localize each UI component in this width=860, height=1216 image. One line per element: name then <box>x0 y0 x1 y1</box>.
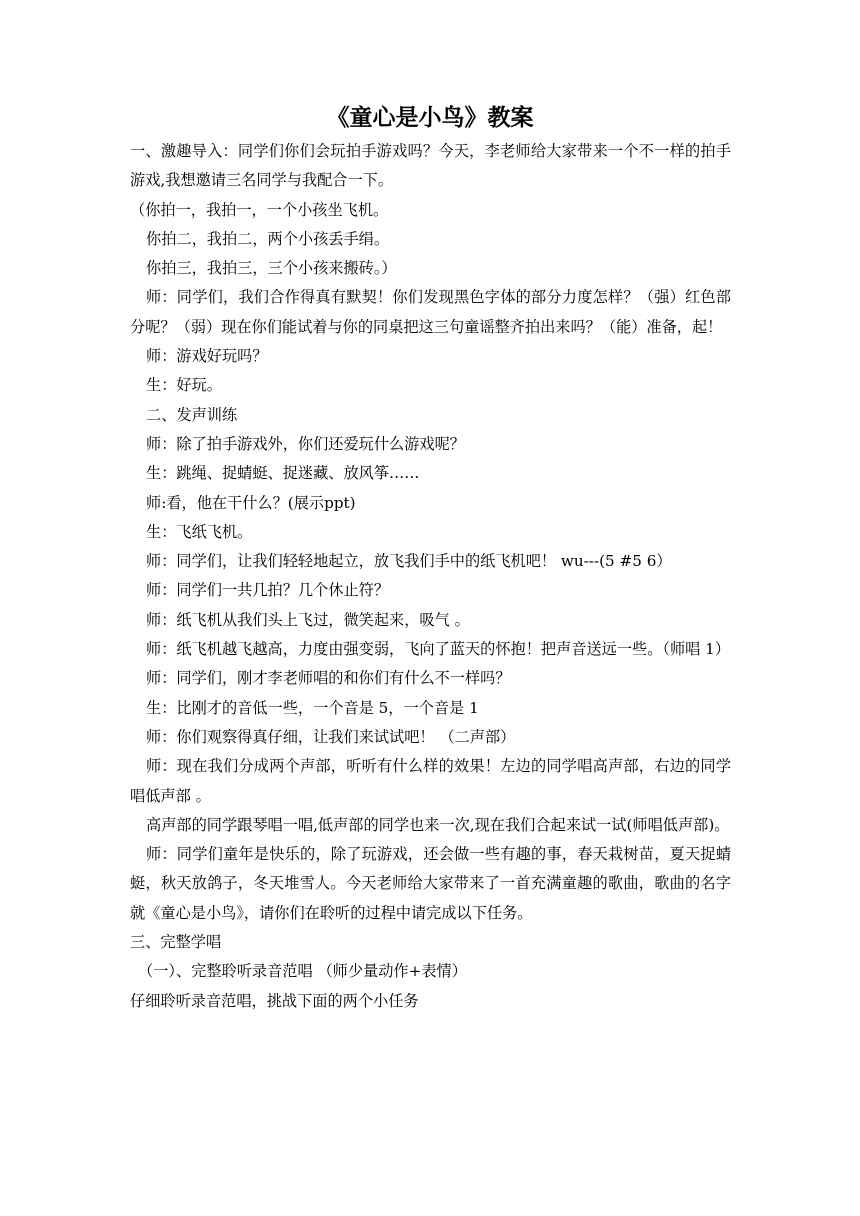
paragraph-teacher-fun: 师：游戏好玩吗？ <box>146 347 268 366</box>
paragraph-teacher-dynamics: 师：同学们，我们合作得真有默契！你们发现黑色字体的部分力度怎样？（强）红色部分呢？（弱）现在你们能试着与你的同桌把这三句童谣整齐拍出来吗？（能）准备，起！ <box>130 288 731 336</box>
section-heading-complete-singing: 三、完整学唱 <box>130 933 222 952</box>
paragraph-student-lower: 生：比刚才的音低一些，一个音是 5，一个音是 1 <box>146 698 479 717</box>
document-body <box>130 137 731 1016</box>
paragraph-teacher-stand-up: 师：同学们，让我们轻轻地起立，放飞我们手中的纸飞机吧！ wu---(5 #5 6） <box>146 552 672 571</box>
paragraph-student-fun: 生：好玩。 <box>146 376 222 395</box>
paragraph-teacher-childhood: 师：同学们童年是快乐的，除了玩游戏，还会做一些有趣的事，春天栽树苗，夏天捉蜻蜓，秋天放鸽子，冬天堆雪人。今天老师给大家带来了一首充满童趣的歌曲，歌曲的名字就《童心是小鸟》，请你们在聆听的过程中请完成以下任务。 <box>130 845 731 922</box>
paragraph-teacher-beats: 师：同学们一共几拍？几个休止符？ <box>146 581 389 600</box>
paragraph-teacher-two-parts: 师：现在我们分成两个声部，听听有什么样的效果！左边的同学唱高声部，右边的同学唱低声部 。 <box>130 757 731 805</box>
paragraph-teacher-try: 师：你们观察得真仔细，让我们来试试吧！ （二声部） <box>146 727 516 746</box>
paragraph-high-part: 高声部的同学跟琴唱一唱,低声部的同学也来一次,现在我们合起来试一试(师唱低声部)。 <box>146 815 730 834</box>
section-heading-vocal-training: 二、发声训练 <box>146 405 238 424</box>
paragraph-rhyme-1: （你拍一，我拍一，一个小孩坐飞机。 <box>130 200 389 219</box>
paragraph-rhyme-2: 你拍二，我拍二，两个小孩丢手绢。 <box>146 229 389 248</box>
paragraph-teacher-breath: 师：纸飞机从我们头上飞过，微笑起来，吸气 。 <box>146 610 470 629</box>
paragraph-teacher-games: 师：除了拍手游戏外，你们还爱玩什么游戏呢？ <box>146 434 465 453</box>
paragraph-student-plane: 生：飞纸飞机。 <box>146 522 253 541</box>
paragraph-listen-demo: （一）、完整聆听录音范唱 （师少量动作+表情） <box>138 962 467 981</box>
paragraph-teacher-higher: 师：纸飞机越飞越高，力度由强变弱，飞向了蓝天的怀抱！把声音送远一些。（师唱 1） <box>146 640 731 659</box>
paragraph-teacher-look: 师:看，他在干什么？(展示ppt) <box>146 493 356 512</box>
paragraph-intro: 一、激趣导入：同学们你们会玩拍手游戏吗？今天，李老师给大家带来一个不一样的拍手游戏,我想邀请三名同学与我配合一下。 <box>130 142 731 190</box>
paragraph-teacher-difference: 师：同学们，刚才李老师唱的和你们有什么不一样吗？ <box>146 669 511 688</box>
paragraph-student-games: 生：跳绳、捉蜻蜓、捉迷藏、放风筝…… <box>146 464 420 483</box>
paragraph-tasks: 仔细聆听录音范唱，挑战下面的两个小任务 <box>130 991 419 1010</box>
paragraph-rhyme-3: 你拍三，我拍三，三个小孩来搬砖。） <box>146 259 397 278</box>
document-title: 《童心是小鸟》教案 <box>326 105 534 131</box>
